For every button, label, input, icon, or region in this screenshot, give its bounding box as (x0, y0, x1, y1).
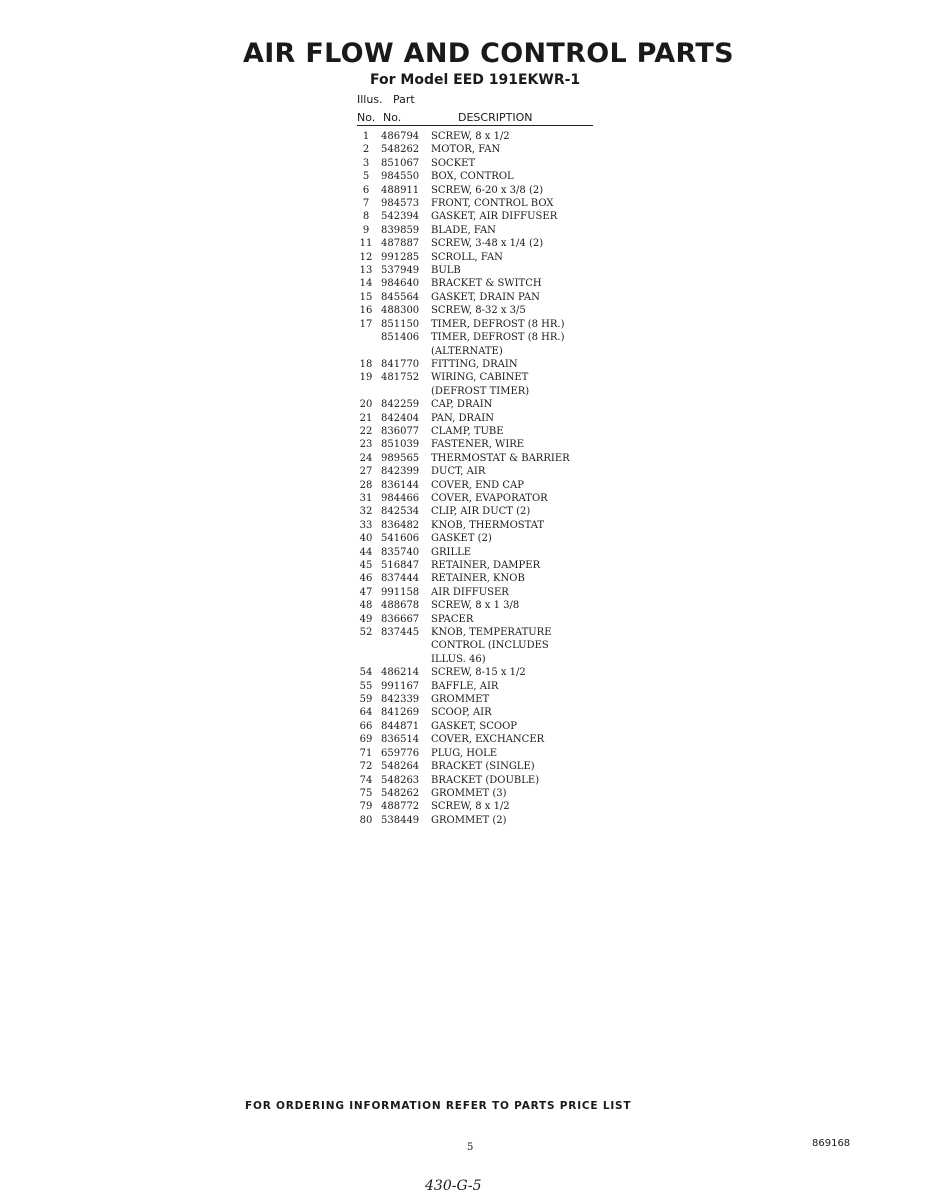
header-rule (357, 125, 593, 126)
illus-no-cell: 15 (359, 291, 373, 303)
table-row (355, 237, 615, 250)
part-no-cell: 837445 (381, 627, 420, 639)
description-cell: GASKET, DRAIN PAN (431, 291, 540, 303)
illus-no-cell (355, 385, 377, 398)
illus-no-cell: 6 (362, 184, 370, 196)
description-cell: PLUG, HOLE (431, 747, 498, 759)
description-cell: ILLUS. 46) (431, 653, 486, 665)
illus-no-cell: 55 (359, 680, 373, 692)
table-row (355, 371, 615, 384)
illus-no-cell: 64 (359, 707, 373, 719)
part-no-cell (377, 345, 431, 358)
description-cell: SCREW, 3-48 x 1/4 (2) (431, 238, 544, 250)
description-cell: KNOB, THERMOSTAT (431, 519, 545, 531)
part-no-cell: 842339 (381, 694, 420, 706)
part-no-cell: 488300 (381, 305, 420, 317)
table-row (355, 559, 615, 572)
description-cell: CAP, DRAIN (431, 399, 493, 411)
illus-no-cell: 33 (359, 519, 373, 531)
illus-no-cell: 12 (359, 251, 373, 263)
illus-no-cell: 80 (359, 814, 373, 826)
table-row (355, 572, 615, 585)
table-row (355, 639, 615, 652)
description-cell: DUCT, AIR (431, 466, 486, 478)
table-row (355, 304, 615, 317)
part-no-cell: 836514 (381, 734, 420, 746)
part-no-cell: 486214 (381, 667, 420, 679)
table-row (355, 653, 615, 666)
illus-no-cell: 16 (359, 305, 373, 317)
description-cell: BRACKET (DOUBLE) (431, 774, 540, 786)
table-row (355, 224, 615, 237)
table-row (355, 412, 615, 425)
illus-no-cell: 45 (359, 560, 373, 571)
part-no-cell: 841770 (381, 358, 420, 370)
part-no-cell (377, 653, 431, 666)
part-no-cell: 851406 (381, 332, 420, 344)
part-no-cell: 541606 (381, 533, 420, 545)
part-no-cell: 548262 (381, 144, 420, 156)
illus-no-cell: 79 (359, 801, 373, 813)
table-row (355, 800, 615, 813)
illus-no-cell: 72 (359, 761, 373, 773)
description-cell: GROMMET (3) (431, 787, 507, 799)
table-row (355, 546, 615, 559)
part-no-cell: 842534 (381, 506, 420, 518)
part-no-cell: 548264 (381, 761, 420, 773)
table-row (355, 505, 615, 518)
part-no-cell: 841269 (381, 707, 420, 719)
part-no-cell: 836077 (381, 425, 420, 437)
table-row (355, 143, 615, 156)
table-row (355, 277, 615, 290)
header-illus-no: No. (357, 111, 376, 124)
description-cell: WIRING, CABINET (431, 372, 529, 384)
table-row (355, 720, 615, 733)
illus-no-cell: 8 (362, 211, 370, 223)
description-cell: TIMER, DEFROST (8 HR.) (431, 332, 565, 344)
table-row (355, 519, 615, 532)
part-no-cell: 984573 (381, 198, 420, 210)
illus-no-cell: 14 (359, 278, 373, 290)
illus-no-cell: 75 (359, 787, 373, 799)
illus-no-cell (355, 639, 377, 652)
part-no-cell: 659776 (381, 747, 420, 759)
part-no-cell: 984466 (381, 492, 420, 504)
illus-no-cell (355, 653, 377, 666)
page-title: AIR FLOW AND CONTROL PARTS (243, 38, 734, 69)
illus-no-cell: 32 (359, 506, 373, 518)
part-no-cell: 836144 (381, 479, 420, 491)
description-cell: PAN, DRAIN (431, 412, 494, 424)
description-cell: FASTENER, WIRE (431, 439, 525, 451)
illus-no-cell: 52 (359, 627, 373, 639)
illus-no-cell: 24 (359, 452, 373, 464)
part-no-cell: 989565 (381, 452, 420, 464)
illus-no-cell: 3 (362, 157, 370, 169)
table-row (355, 130, 615, 143)
table-row (355, 774, 615, 787)
description-cell: TIMER, DEFROST (8 HR.) (431, 318, 565, 330)
description-cell: CLAMP, TUBE (431, 425, 504, 437)
description-cell: GROMMET (2) (431, 814, 507, 826)
table-row (355, 438, 615, 451)
description-cell: SCREW, 8-15 x 1/2 (431, 667, 526, 679)
part-no-cell: 842404 (381, 412, 420, 424)
description-cell: BLADE, FAN (431, 224, 496, 236)
description-cell: BULB (431, 265, 461, 277)
part-no-cell: 486794 (381, 131, 420, 142)
table-row (355, 465, 615, 478)
description-cell: CONTROL (INCLUDES (431, 640, 549, 652)
table-row (355, 693, 615, 706)
part-no-cell: 516847 (381, 560, 420, 571)
description-cell: BOX, CONTROL (431, 171, 514, 183)
illus-no-cell: 19 (359, 372, 373, 384)
description-cell: SCREW, 6-20 x 3/8 (2) (431, 184, 544, 196)
description-cell: KNOB, TEMPERATURE (431, 627, 552, 639)
illus-no-cell: 28 (359, 479, 373, 491)
table-row (355, 586, 615, 599)
description-cell: SCOOP, AIR (431, 707, 492, 719)
table-row (355, 680, 615, 693)
part-no-cell: 984640 (381, 278, 420, 290)
part-no-cell: 984550 (381, 171, 420, 183)
part-no-cell: 851150 (381, 318, 420, 330)
illus-no-cell: 5 (362, 171, 370, 183)
illus-no-cell (355, 345, 377, 358)
description-cell: GRILLE (431, 546, 472, 558)
illus-no-cell: 23 (359, 439, 373, 451)
part-no-cell: 542394 (381, 211, 420, 223)
illus-no-cell: 71 (359, 747, 373, 759)
table-row (355, 318, 615, 331)
illus-no-cell: 7 (362, 198, 370, 210)
part-no-cell: 836667 (381, 613, 420, 625)
part-no-cell: 836482 (381, 519, 420, 531)
part-no-cell: 837444 (381, 573, 420, 585)
parts-list (355, 130, 615, 827)
part-no-cell: 481752 (381, 372, 420, 384)
part-no-cell: 842259 (381, 399, 420, 411)
description-cell: COVER, END CAP (431, 479, 524, 491)
illus-no-cell: 69 (359, 734, 373, 746)
header-illus: Illus. (357, 93, 383, 106)
illus-no-cell: 22 (359, 425, 373, 437)
description-cell: SOCKET (431, 157, 476, 169)
illus-no-cell: 74 (359, 774, 373, 786)
description-cell: GROMMET (431, 694, 490, 706)
table-row (355, 747, 615, 760)
illus-no-cell: 9 (362, 224, 370, 236)
description-cell: COVER, EVAPORATOR (431, 492, 548, 504)
table-row (355, 425, 615, 438)
table-row (355, 626, 615, 639)
page-number: 5 (467, 1142, 474, 1153)
part-no-cell: 538449 (381, 814, 420, 826)
table-row (355, 706, 615, 719)
table-row (355, 666, 615, 679)
description-cell: RETAINER, KNOB (431, 573, 525, 585)
part-no-cell: 845564 (381, 291, 420, 303)
header-part: Part (393, 93, 415, 106)
description-cell: (ALTERNATE) (431, 345, 503, 357)
illus-no-cell (355, 331, 377, 344)
table-row (355, 385, 615, 398)
illus-no-cell: 17 (359, 318, 373, 330)
table-row (355, 814, 615, 827)
description-cell: FITTING, DRAIN (431, 358, 518, 370)
table-row (355, 291, 615, 304)
part-no-cell: 851039 (381, 439, 420, 451)
description-cell: AIR DIFFUSER (431, 586, 509, 598)
description-cell: RETAINER, DAMPER (431, 560, 541, 571)
description-cell: GASKET, SCOOP (431, 720, 518, 732)
illus-no-cell: 31 (359, 492, 373, 504)
illus-no-cell: 27 (359, 466, 373, 478)
table-row (355, 345, 615, 358)
table-row (355, 787, 615, 800)
part-no-cell: 488678 (381, 600, 420, 612)
description-cell: (DEFROST TIMER) (431, 385, 530, 397)
illus-no-cell: 11 (359, 238, 373, 250)
part-no-cell: 835740 (381, 546, 420, 558)
part-no-cell (377, 639, 431, 652)
table-row (355, 210, 615, 223)
part-no-cell: 487887 (381, 238, 420, 250)
description-cell: CLIP, AIR DUCT (2) (431, 506, 531, 518)
ordering-info: FOR ORDERING INFORMATION REFER TO PARTS PRICE LIST (245, 1100, 632, 1112)
description-cell: SCREW, 8 x 1/2 (431, 801, 510, 813)
description-cell: FRONT, CONTROL BOX (431, 198, 554, 210)
table-row (355, 733, 615, 746)
illus-no-cell: 21 (359, 412, 373, 424)
part-no-cell: 548263 (381, 774, 420, 786)
description-cell: COVER, EXCHANCER (431, 734, 545, 746)
table-row (355, 398, 615, 411)
description-cell: SCREW, 8 x 1/2 (431, 131, 510, 142)
description-cell: BRACKET & SWITCH (431, 278, 542, 290)
description-cell: BRACKET (SINGLE) (431, 761, 535, 773)
part-no-cell: 488911 (381, 184, 420, 196)
document-code: 869168 (812, 1138, 851, 1149)
description-cell: GASKET, AIR DIFFUSER (431, 211, 558, 223)
header-part-no: No. (383, 111, 402, 124)
table-row (355, 599, 615, 612)
table-row (355, 331, 615, 344)
illus-no-cell: 47 (359, 586, 373, 598)
illus-no-cell: 2 (362, 144, 370, 156)
illus-no-cell: 20 (359, 399, 373, 411)
model-subtitle: For Model EED 191EKWR-1 (370, 72, 581, 88)
description-cell: MOTOR, FAN (431, 144, 501, 156)
part-no-cell: 991285 (381, 251, 420, 263)
part-no-cell: 537949 (381, 265, 420, 277)
table-row (355, 184, 615, 197)
table-row (355, 492, 615, 505)
part-no-cell (377, 385, 431, 398)
part-no-cell: 839859 (381, 224, 420, 236)
handwritten-note: 430-G-5 (425, 1178, 482, 1194)
table-row (355, 157, 615, 170)
illus-no-cell: 49 (359, 613, 373, 625)
table-row (355, 532, 615, 545)
illus-no-cell: 44 (359, 546, 373, 558)
table-row (355, 197, 615, 210)
part-no-cell: 548262 (381, 787, 420, 799)
part-no-cell: 842399 (381, 466, 420, 478)
part-no-cell: 991167 (381, 680, 420, 692)
illus-no-cell: 18 (359, 358, 373, 370)
table-row (355, 264, 615, 277)
table-row (355, 452, 615, 465)
illus-no-cell: 46 (359, 573, 373, 585)
part-no-cell: 991158 (381, 586, 420, 598)
part-no-cell: 844871 (381, 720, 420, 732)
illus-no-cell: 48 (359, 600, 373, 612)
table-row (355, 251, 615, 264)
header-description: DESCRIPTION (458, 111, 533, 124)
description-cell: SPACER (431, 613, 474, 625)
illus-no-cell: 40 (359, 533, 373, 545)
table-row (355, 170, 615, 183)
table-row (355, 760, 615, 773)
part-no-cell: 488772 (381, 801, 420, 813)
illus-no-cell: 13 (359, 265, 373, 277)
table-row (355, 613, 615, 626)
description-cell: THERMOSTAT & BARRIER (431, 452, 570, 464)
table-row (355, 479, 615, 492)
description-cell: GASKET (2) (431, 533, 492, 545)
description-cell: SCREW, 8 x 1 3/8 (431, 600, 520, 612)
table-row (355, 358, 615, 371)
description-cell: BAFFLE, AIR (431, 680, 499, 692)
part-no-cell: 851067 (381, 157, 420, 169)
illus-no-cell: 66 (359, 720, 373, 732)
illus-no-cell: 1 (362, 131, 370, 142)
illus-no-cell: 59 (359, 694, 373, 706)
description-cell: SCREW, 8-32 x 3/5 (431, 305, 526, 317)
description-cell: SCROLL, FAN (431, 251, 503, 263)
illus-no-cell: 54 (359, 667, 373, 679)
